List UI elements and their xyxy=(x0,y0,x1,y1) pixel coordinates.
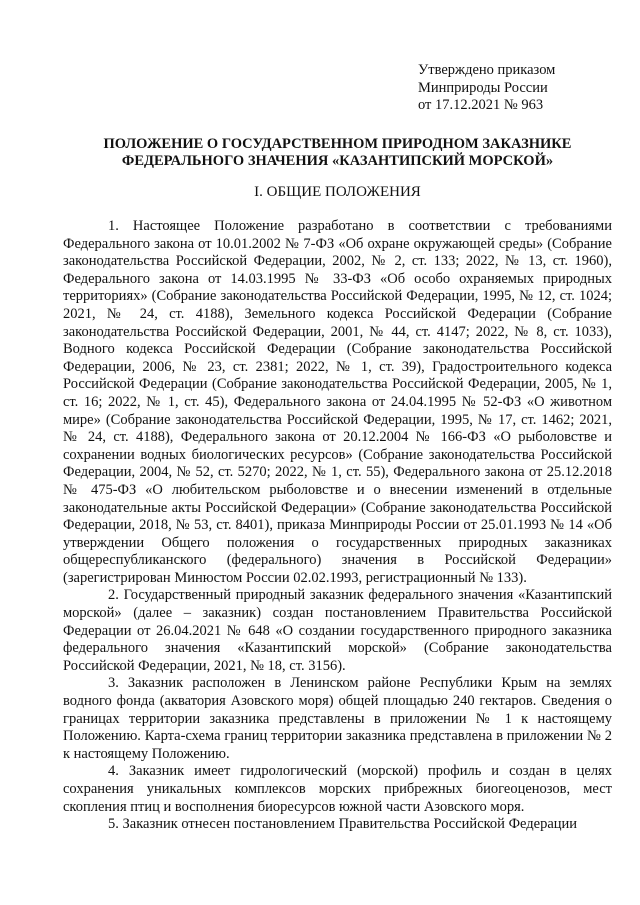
paragraph-4: 4. Заказник имеет гидрологический (морской) профиль и создан в целях сохранения уникальных комплексов морских прибрежных биогеоценозов, мест скопления птиц и восполнения биоресурсов южной части Азовского моря. xyxy=(63,763,612,815)
approval-stamp xyxy=(418,62,555,115)
section-heading: I. ОБЩИЕ ПОЛОЖЕНИЯ xyxy=(254,184,421,200)
paragraph-5: 5. Заказник отнесен постановлением Правительства Российской Федерации xyxy=(108,816,578,833)
paragraph-1: 1. Настоящее Положение разработано в соответствии с требованиями Федерального закона от 10.01.2002 № 7-ФЗ «Об охране окружающей среды» (Собрание законодательства Российской Федерации, 2002, № 2, ст. 133; 2022, № 13, ст. 1960), Федерального закона от 14.03.1995 № 33-ФЗ «Об особо охраняемых природных территориях» (Собрание законодательства Российской Федерации, 1995, № 12, ст. 1024; 2021, № 24, ст. 4188), Земельного кодекса Российской Федерации (Собрание законодательства Российской Федерации, 2001, № 44, ст. 4147; 2022, № 8, ст. 1033), Водного кодекса Российской Федерации (Собрание законодательства Российской Федерации, 2006, № 23, ст. 2381; 2022, № 1, ст. 39), Градостроительного кодекса Российской Федерации (Собрание законодательства Российской Федерации, 2005, № 1, ст. 16; 2022, № 1, ст. 45), Федерального закона от 24.04.1995 № 52-ФЗ «О животном мире» (Собрание законодательства Российской Федерации, 1995, № 17, ст. 1462; 2021, № 24, ст. 4188), Федерального закона от 20.12.2004 № 166-ФЗ «О рыболовстве и сохранении водных биологических ресурсов» (Собрание законодательства Российской Федерации, 2004, № 52, ст. 5270; 2022, № 1, ст. 55), Федерального закона от 25.12.2018 № 475-ФЗ «О любительском рыболовстве и о внесении изменений в отдельные законодательные акты Российской Федерации» (Собрание законодательства Российской Федерации, 2018, № 53, ст. 8401), приказа Минприроды России от 25.01.1993 № 14 «Об утверждении Общего положения о государственных природных заказниках общереспубликанского (федерального) значения в Российской Федерации» (зарегистрирован Минюстом России 02.02.1993, регистрационный № 133). xyxy=(63,218,612,586)
approval-line-1: Утверждено приказом xyxy=(418,62,556,78)
approval-line-2: Минприроды России xyxy=(418,79,548,96)
paragraph-2: 2. Государственный природный заказник федерального значения «Казантипский морской» (далее – заказник) создан постановлением Правительства Российской Федерации от 26.04.2021 № 648 «О создании государственного природного заказника федерального значения «Казантипский морской» (Собрание законодательства Российской Федерации, 2021, № 18, ст. 3156). xyxy=(63,587,612,674)
approval-line-3: от 17.12.2021 № 963 xyxy=(418,97,544,113)
paragraph-3: 3. Заказник расположен в Ленинском районе Республики Крым на землях водного фонда (акватория Азовского моря) общей площадью 240 гектаров. Сведения о границах территории заказника представлены в приложении № 1 к настоящему Положению. Карта-схема границ территории заказника представлена в приложении № 2 к настоящему Положению. xyxy=(63,675,612,762)
title-line-1: ПОЛОЖЕНИЕ О ГОСУДАРСТВЕННОМ ПРИРОДНОМ ЗАКАЗНИКЕ xyxy=(103,136,572,152)
title-line-2: ФЕДЕРАЛЬНОГО ЗНАЧЕНИЯ «КАЗАНТИПСКИЙ МОРСКОЙ» xyxy=(121,153,554,169)
document-body xyxy=(63,218,612,834)
document-title xyxy=(63,136,612,170)
